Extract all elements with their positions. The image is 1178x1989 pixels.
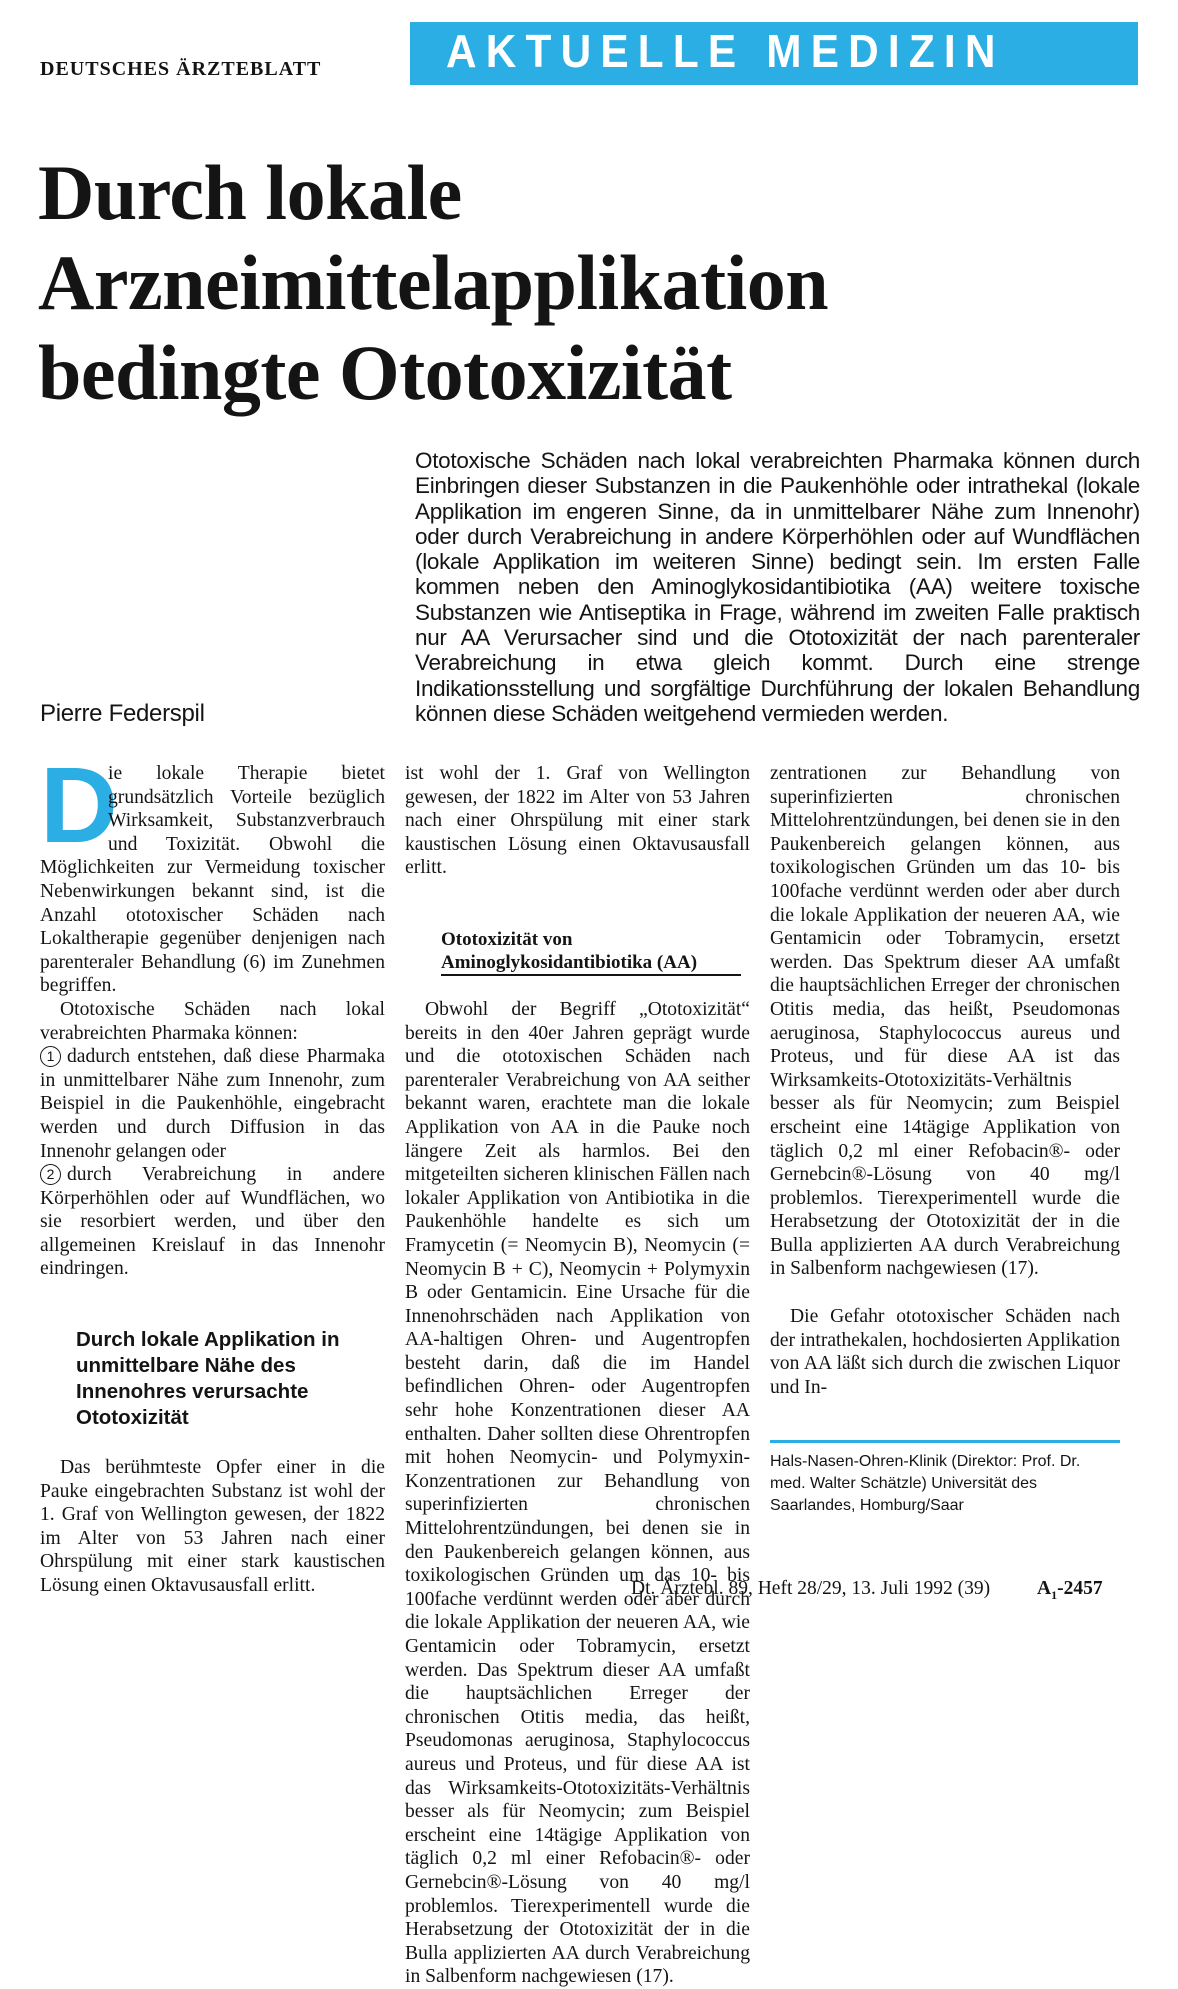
affiliation: Hals-Nasen-Ohren-Klinik (Direktor: Prof. Dr. med. Walter Schätzle) Universität des Saarlandes, Homburg/Saar — [770, 1453, 1081, 1514]
list-item — [40, 1045, 385, 1163]
title-line: Durch lokale — [38, 149, 462, 236]
citation-footer: Dt. Ärztebl. 89, Heft 28/29, 13. Juli 1992 (39) — [631, 1578, 991, 1599]
list-item — [40, 1163, 385, 1281]
section-heading — [441, 928, 750, 976]
section-heading: Durch lokale Applikation in unmittelbare Nähe des Innenohres verursachte Ototoxizität — [76, 1328, 340, 1430]
paragraph: Das berühmteste Opfer einer in die Pauke eingebrachten Substanz ist wohl der 1. Graf von Wellington gewesen, der 1822 im Alter von 53 Jahren nach einer Ohrspülung mit einer stark kaustischen Lösung einen Oktavusausfall erlitt. — [40, 1457, 385, 1597]
paragraph: Die Gefahr ototoxischer Schäden nach der intrathekalen, hochdosierten Applikation von AA läßt sich durch die zwischen Liquor und In- — [770, 1306, 1120, 1398]
author-name: Pierre Federspil — [40, 700, 205, 727]
title-line: bedingte Ototoxizität — [38, 329, 732, 416]
paragraph: ist wohl der 1. Graf von Wellington gewesen, der 1822 im Alter von 53 Jahren nach einer Ohrspülung mit einer stark kaustischen Lösung einen Oktavusausfall erlitt. — [405, 763, 750, 879]
section-banner — [410, 22, 1138, 85]
heading-line: Ototoxizität von — [441, 928, 573, 950]
article-title — [38, 148, 1138, 418]
text-column-1 — [40, 744, 385, 1597]
heading-line: Aminoglykosidantibiotika (AA) — [441, 951, 741, 976]
journal-name: DEUTSCHES ÄRZTEBLATT — [40, 58, 322, 80]
list-item-text: dadurch entstehen, daß diese Pharmaka in unmittelbarer Nähe zum Innenohr, zum Beispiel in die Paukenhöhle, eingebracht werden und durch Diffusion in das Innenohr gelangen oder — [40, 1046, 385, 1162]
title-line: Arzneimittelapplikation — [38, 239, 829, 326]
list-item-text: durch Verabreichung in andere Körperhöhlen oder auf Wundflächen, wo sie resorbiert werden, und über den allgemeinen Kreislauf in das Innenohr eindringen. — [40, 1164, 385, 1280]
circled-number: 1 — [40, 1046, 61, 1067]
text-column-3 — [770, 762, 1120, 1399]
abstract: Ototoxische Schäden nach lokal verabreichten Pharmaka können durch Einbringen dieser Substanzen in die Paukenhöhle oder intrathekal (lokale Applikation im engeren Sinne, da in unmittelbarer Nähe zum Innenohr) oder durch Verabreichung in andere Körperhöhlen oder auf Wundflächen (lokale Applikation im weiteren Sinne) bedingt sein. Im ersten Falle kommen neben den Aminoglykosidantibiotika (AA) weitere toxische Substanzen wie Antiseptika in Frage, während im zweiten Falle praktisch nur AA Verursacher sind und die Ototoxizität der nach parenteraler Verabreichung in etwa gleich kommt. Durch eine strenge Indikationsstellung und sorgfältige Durchführung der lokalen Behandlung können diese Schäden weitgehend vermieden werden. — [415, 448, 1140, 726]
paragraph: Obwohl der Begriff „Ototoxizität“ bereits in den 40er Jahren geprägt wurde und die ototoxischen Schäden nach parenteraler Verabreichung von AA seither bekannt waren, erachtete man die lokale Applikation von AA in die Pauke noch längere Zeit als harmlos. Bei den mitgeteilten sicheren klinischen Fällen nach lokaler Applikation von Antibiotika in die Paukenhöhle handelte es sich um Framycetin (= Neomycin B), Neomycin (= Neomycin B + C), Neomycin + Polymyxin B oder Gentamicin. Eine Ursache für die Innenohrschäden nach Applikation von AA-haltigen Ohren- und Augentropfen besteht darin, daß die im Handel befindlichen Ohren- oder Augentropfen sehr hohe Konzentrationen dieser AA enthalten. Daher sollten diese Ohrentropfen mit hohen Neomycin- und Polymyxin-Konzentrationen zur Behandlung von superinfizierten chronischen Mittelohrentzündungen, bei denen sie in den Paukenbereich gelangen können, aus toxikologischen Gründen um das 10- bis 100fache verdünnt werden oder aber durch die lokale Applikation der neueren AA, wie Gentamicin oder Tobramycin, ersetzt werden. Das Spektrum dieser AA umfaßt die hauptsächlichen Erreger der chronischen Otitis media, das heißt, Pseudomonas aeruginosa, Staphylococcus aureus und Proteus, und für diese AA ist das Wirksamkeits-Ototoxizitäts-Verhältnis besser als für Neomycin; zum Beispiel erscheint eine 14tägige Applikation von täglich 0,2 ml einer Refobacin®- oder Gernebcin®-Lösung von 40 mg/l problemlos. Tierexperimentell wurde die Herabsetzung der Ototoxizität der in die Bulla applizierten AA durch Verabreichung in Salbenform nachgewiesen (17). — [405, 998, 750, 1988]
affiliation-rule — [770, 1440, 1120, 1443]
circled-number: 2 — [40, 1164, 61, 1185]
paragraph-text: ie lokale Therapie bietet grundsätzlich Vorteile bezüglich Wirksamkeit, Substanzverbrauch und Toxizität. Obwohl die Möglichkeiten zur Vermeidung toxischer Nebenwirkungen bekannt sind, ist die Anzahl ototoxischer Schäden nach Lokaltherapie gegenüber denjenigen nach parenteraler Behandlung (6) im Zunehmen begriffen. — [40, 763, 385, 997]
paragraph: Ototoxische Schäden nach lokal verabreichten Pharmaka können: — [40, 998, 385, 1044]
section-label: AKTUELLE MEDIZIN — [446, 25, 1005, 77]
paragraph: zentrationen zur Behandlung von superinfizierten chronischen Mittelohrentzündungen, bei denen sie in den Paukenbereich gelangen können, aus toxikologischen Gründen um das 10- bis 100fache verdünnt werden oder aber durch die lokale Applikation der neueren AA, wie Gentamicin oder Tobramycin, ersetzt werden. Das Spektrum dieser AA umfaßt die hauptsächlichen Erreger der chronischen Otitis media, das heißt, Pseudomonas aeruginosa, Staphylococcus aureus und Proteus, und für diese AA ist das Wirksamkeits-Ototoxizitäts-Verhältnis besser als für Neomycin; zum Beispiel erscheint eine 14tägige Applikation von täglich 0,2 ml einer Refobacin®- oder Gernebcin®-Lösung von 40 mg/l problemlos. Tierexperimentell wurde die Herabsetzung der Ototoxizität der in die Bulla applizierten AA durch Verabreichung in Salbenform nachgewiesen (17). — [770, 763, 1120, 1280]
page-number: $A_1-2457$ — [1037, 1578, 1103, 1602]
paragraph — [40, 744, 385, 998]
drop-cap: D — [40, 744, 118, 865]
text-column-2 — [405, 762, 750, 1988]
